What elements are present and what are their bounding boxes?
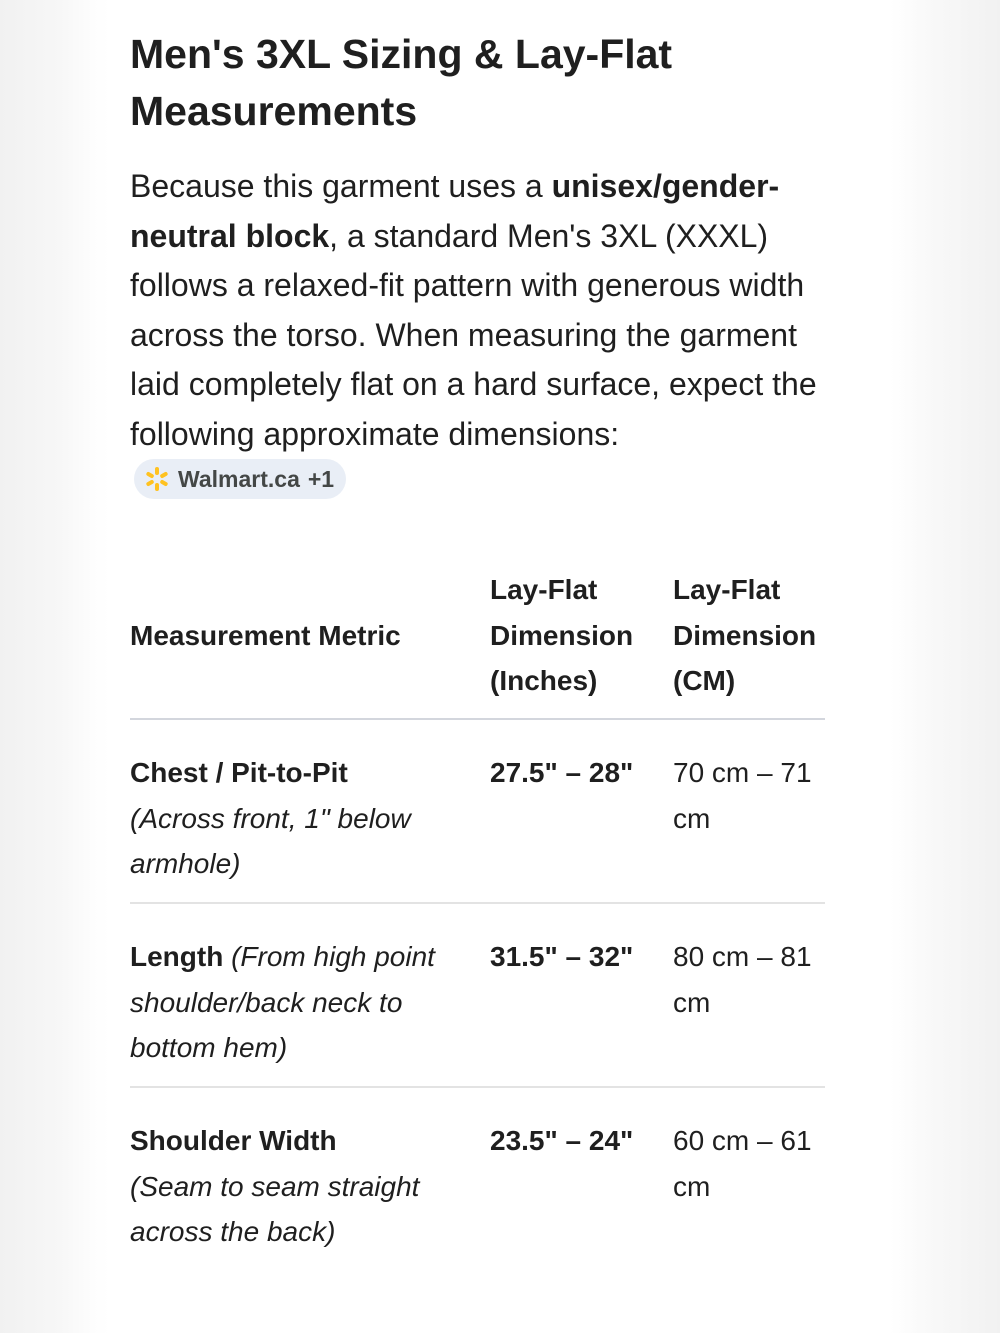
source-chip-label: Walmart.ca [178,466,300,492]
table-row [130,720,825,904]
table-header-row [130,567,825,720]
walmart-spark-icon [144,466,178,492]
metric-name: Length [130,941,224,972]
source-chip-count: +1 [307,466,335,492]
metric-cell [130,750,490,887]
intro-paragraph [130,162,842,511]
metric-cell [130,934,490,1071]
inches-cell: 27.5" – 28" [490,757,634,788]
inches-cell: 23.5" – 24" [490,1125,634,1156]
source-chip[interactable] [134,459,346,499]
section-title: Men's 3XL Sizing & Lay-Flat Measurements [130,31,673,134]
metric-name: Chest / Pit-to-Pit [130,757,348,788]
header-measurement-metric: Measurement Metric [130,619,401,651]
intro-bold-text: unisex/gender-neutral block [130,168,780,254]
header-inches: Lay-Flat Dimension (Inches) [490,574,634,696]
intro-text-after: , a standard Men's 3XL (XXXL) follows a relaxed-fit pattern with generous width across the torso. When measuring the garment laid completely flat on a hard surface, expect the following approximate dimensions: [130,217,817,452]
cm-cell: 80 cm – 81 cm [673,941,812,1018]
metric-name: Shoulder Width [130,1125,337,1156]
measurements-table [130,567,825,1328]
table-row [130,1088,825,1328]
cm-cell: 60 cm – 61 cm [673,1125,812,1202]
intro-text-before: Because this garment uses a [130,168,552,204]
header-cm: Lay-Flat Dimension (CM) [673,574,817,696]
cm-cell: 70 cm – 71 cm [673,757,812,834]
metric-cell [130,1118,490,1255]
metric-note: (Seam to seam straight across the back) [130,1170,420,1247]
metric-note: (Across front, 1" below armhole) [130,802,411,879]
metric-note: (From high point shoulder/back neck to bottom hem) [130,941,435,1063]
table-row [130,904,825,1088]
inches-cell: 31.5" – 32" [490,941,634,972]
